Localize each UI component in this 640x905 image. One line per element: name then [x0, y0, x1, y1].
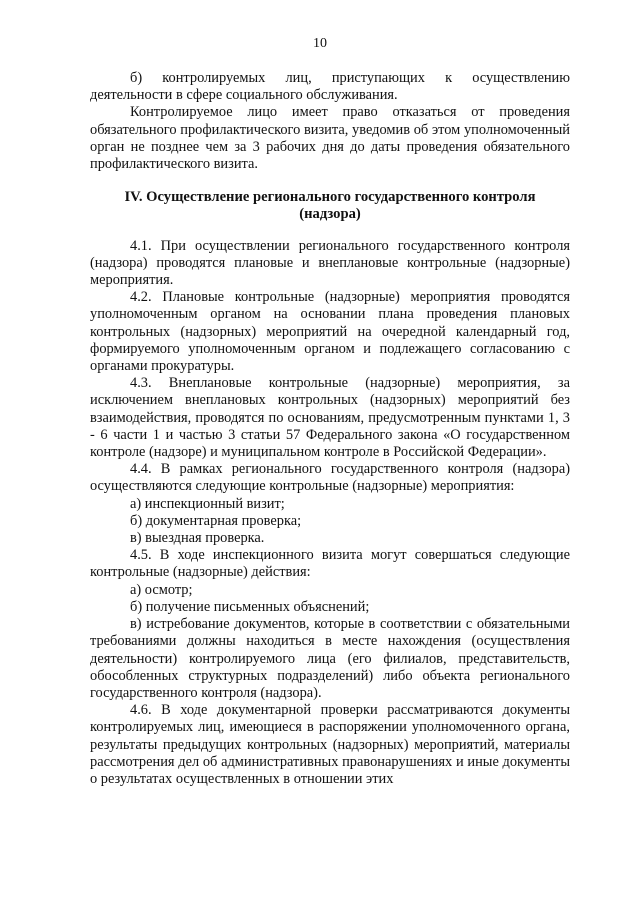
- paragraph: 4.4. В рамках регионального государственного контроля (надзора) осуществляются следующие контрольные (надзорные) мероприятия:: [90, 461, 570, 495]
- paragraph: 4.1. При осуществлении регионального государственного контроля (надзора) проводятся плановые и внеплановые контрольные (надзорные) мероприятия.: [90, 237, 570, 289]
- list-item: а) осмотр;: [130, 581, 193, 598]
- paragraph: 4.6. В ходе документарной проверки рассматриваются документы контролируемых лиц, имеющиеся в распоряжении уполномоченного органа, результаты предыдущих контрольных (надзорных) мероприятий, материалы рассмотрения дел об административных правонарушениях и иные документы о результатах осуществленных в отношении этих: [90, 702, 570, 787]
- list-item: б) получение письменных объяснений;: [130, 598, 370, 615]
- list-item: в) истребование документов, которые в соответствии с обязательными требованиями должны находиться в месте нахождения (осуществления деятельности) контролируемого лица (его филиалов, представительств, обособленных структурных подразделений) либо объекта регионального государственного контроля (надзора).: [90, 616, 570, 701]
- list-item: в) выездная проверка.: [130, 530, 265, 547]
- paragraph: 4.2. Плановые контрольные (надзорные) мероприятия проводятся уполномоченным органом на основании плана проведения плановых контрольных (надзорных) мероприятий на очередной календарный год, формируемого уполномоченным органом и подлежащего согласованию с органами прокуратуры.: [90, 289, 570, 375]
- document-body: [90, 70, 570, 788]
- paragraph: 4.3. Внеплановые контрольные (надзорные) мероприятия, за исключением внеплановых контрольных (надзорных) мероприятий без взаимодействия, проводятся по основаниям, предусмотренным пунктами 1, 3 - 6 части 1 и частью 3 статьи 57 Федерального закона «О государственном контроле (надзоре) и муниципальном контроле в Российской Федерации».: [90, 375, 570, 461]
- list-item: б) документарная проверка;: [130, 512, 302, 529]
- section-heading: IV. Осуществление регионального государственного контроля (надзора): [124, 189, 536, 223]
- list-item: а) инспекционный визит;: [130, 495, 285, 512]
- page-number: 10: [313, 36, 327, 51]
- paragraph: 4.5. В ходе инспекционного визита могут совершаться следующие контрольные (надзорные) действия:: [90, 547, 570, 581]
- paragraph: Контролируемое лицо имеет право отказаться от проведения обязательного профилактического визита, уведомив об этом уполномоченный орган не позднее чем за 3 рабочих дня до даты проведения обязательного профилактического визита.: [90, 104, 570, 173]
- paragraph: б) контролируемых лиц, приступающих к осуществлению деятельности в сфере социального обслуживания.: [90, 70, 570, 104]
